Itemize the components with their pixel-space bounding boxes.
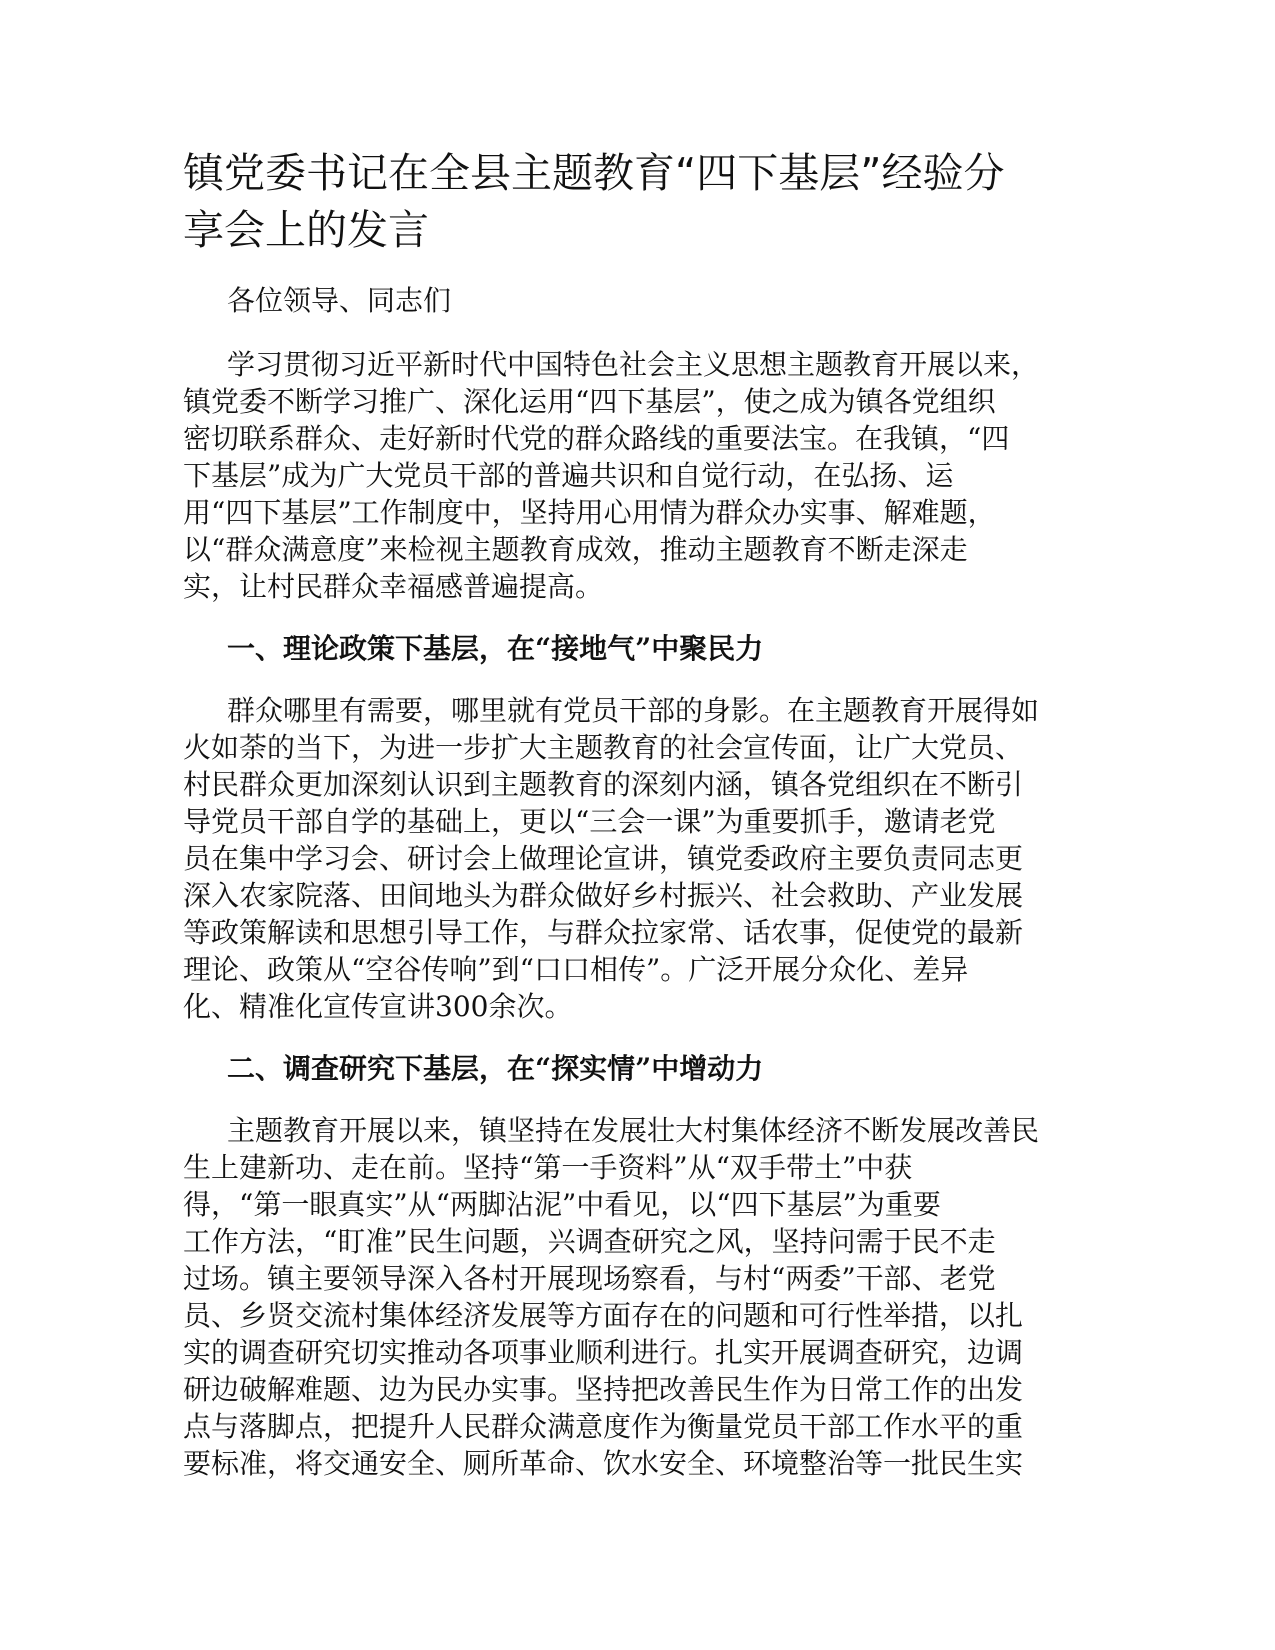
salutation xyxy=(183,282,1079,319)
title-line: 镇党委书记在全县主题教育“四下基层”经验分 xyxy=(183,149,1005,197)
section-heading-2: 二、调查研究下基层，在“探实情”中增动力 xyxy=(227,1052,764,1085)
text-line: 过场。镇主要领导深入各村开展现场察看，与村“两委”干部、老党 xyxy=(183,1262,996,1295)
text-line: 学习贯彻习近平新时代中国特色社会主义思想主题教育开展以来， xyxy=(227,348,1040,381)
section-heading-1: 一、理论政策下基层，在“接地气”中聚民力 xyxy=(227,632,764,665)
text-line: 火如荼的当下，为进一步扩大主题教育的社会宣传面，让广大党员、 xyxy=(183,731,1024,764)
text-line: 深入农家院落、田间地头为群众做好乡村振兴、社会救助、产业发展 xyxy=(183,879,1024,912)
text-line: 员、乡贤交流村集体经济发展等方面存在的问题和可行性举措，以扎 xyxy=(183,1299,1024,1332)
paragraph-intro xyxy=(183,346,1079,605)
document-page xyxy=(183,145,1079,1482)
text-line: 群众哪里有需要，哪里就有党员干部的身影。在主题教育开展得如 xyxy=(227,694,1040,727)
text-line: 研边破解难题、边为民办实事。坚持把改善民生作为日常工作的出发 xyxy=(183,1373,1024,1406)
text-line: 主题教育开展以来，镇坚持在发展壮大村集体经济不断发展改善民 xyxy=(227,1114,1040,1147)
text-line: 镇党委不断学习推广、深化运用“四下基层”，使之成为镇各党组织 xyxy=(183,385,996,418)
text-line: 要标准，将交通安全、厕所革命、饮水安全、环境整治等一批民生实 xyxy=(183,1447,1024,1480)
text-line: 导党员干部自学的基础上，更以“三会一课”为重要抓手，邀请老党 xyxy=(183,805,996,838)
title-line: 享会上的发言 xyxy=(183,206,429,254)
text-line: 实，让村民群众幸福感普遍提高。 xyxy=(183,570,604,603)
text-line: 用“四下基层”工作制度中，坚持用心用情为群众办实事、解难题， xyxy=(183,496,996,529)
document-title xyxy=(183,145,1079,259)
text-line: 生上建新功、走在前。坚持“第一手资料”从“双手带土”中获 xyxy=(183,1151,913,1184)
text-line: 员在集中学习会、研讨会上做理论宣讲，镇党委政府主要负责同志更 xyxy=(183,842,1024,875)
paragraph-section-2 xyxy=(183,1112,1079,1482)
text-line: 下基层”成为广大党员干部的普遍共识和自觉行动，在弘扬、运 xyxy=(183,459,954,492)
text-line: 点与落脚点，把提升人民群众满意度作为衡量党员干部工作水平的重 xyxy=(183,1410,1024,1443)
text-line: 实的调查研究切实推动各项事业顺利进行。扎实开展调查研究，边调 xyxy=(183,1336,1024,1369)
text-line: 以“群众满意度”来检视主题教育成效，推动主题教育不断走深走 xyxy=(183,533,968,566)
paragraph-section-1 xyxy=(183,692,1079,1025)
text-line: 工作方法，“盯准”民生问题，兴调查研究之风，坚持问需于民不走 xyxy=(183,1225,996,1258)
text-line: 化、精准化宣传宣讲300余次。 xyxy=(183,990,573,1023)
salutation-text: 各位领导、同志们 xyxy=(227,284,452,317)
text-line: 村民群众更加深刻认识到主题教育的深刻内涵，镇各党组织在不断引 xyxy=(183,768,1024,801)
text-line: 等政策解读和思想引导工作，与群众拉家常、话农事，促使党的最新 xyxy=(183,916,1024,949)
text-line: 得，“第一眼真实”从“两脚沾泥”中看见，以“四下基层”为重要 xyxy=(183,1188,941,1221)
text-line: 理论、政策从“空谷传响”到“口口相传”。广泛开展分众化、差异 xyxy=(183,953,969,986)
text-line: 密切联系群众、走好新时代党的群众路线的重要法宝。在我镇，“四 xyxy=(183,422,1010,455)
